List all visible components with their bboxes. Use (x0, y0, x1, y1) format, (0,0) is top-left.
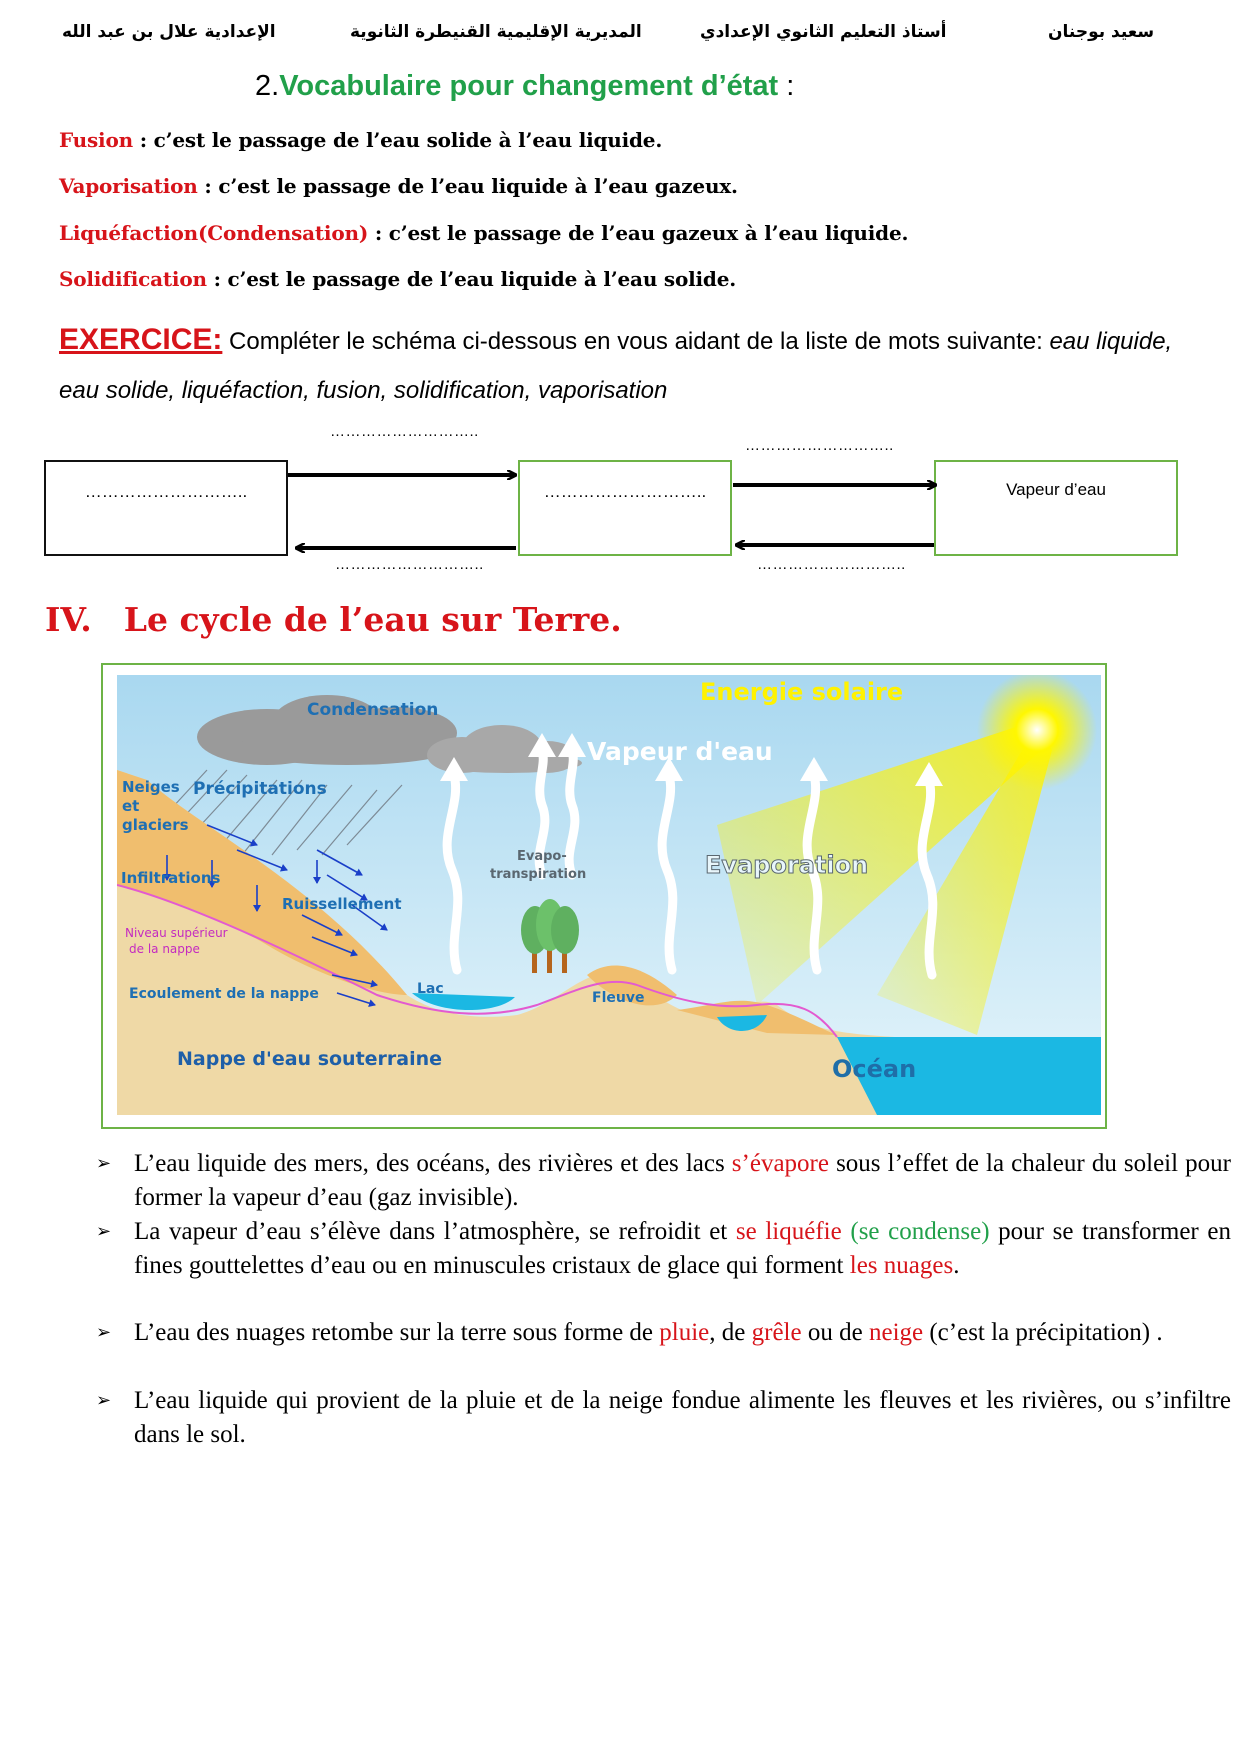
bullet-highlight-green: (se condense) (841, 1218, 990, 1245)
section-2-title (255, 70, 794, 103)
section-2-colon: : (778, 70, 795, 102)
label-infiltrations: Infiltrations (121, 869, 221, 887)
label-snow-1: Neiges (122, 778, 180, 796)
bullet-text: L’eau liquide qui provient de la pluie et de la neige fondue alimente les fleuves et les rivières, ou s’infiltre dans le sol. (134, 1387, 1231, 1448)
blank-bottom-right: ……………………….. (757, 556, 906, 573)
blank-top-right: ……………………….. (745, 437, 894, 454)
definition-text: : c’est le passage de l’eau liquide à l’eau gazeux. (197, 174, 738, 198)
label-condensation: Condensation (307, 700, 439, 720)
bullet-highlight: se liquéfie (735, 1218, 842, 1245)
section-2-number: 2. (255, 70, 280, 102)
schema-box-liquid-text: ……………………….. (543, 482, 707, 501)
sun (977, 675, 1097, 790)
bullet-highlight: les nuages (849, 1251, 954, 1279)
exercise-paragraph (59, 315, 1189, 415)
bullet-condensation (96, 1215, 1231, 1282)
water-cycle-figure (117, 675, 1101, 1115)
header-teacher-title: أستاذ التعليم الثانوي الإعدادي (700, 22, 947, 42)
bullet-text: La vapeur d’eau s’élève dans l’atmosphère, se refroidit et (134, 1218, 736, 1245)
label-ocean: Océan (832, 1055, 917, 1083)
exercise-word-list: eau liquide, eau solide, liquéfaction, fusion, solidification, vaporisation (59, 328, 1173, 404)
label-lake: Lac (417, 981, 444, 997)
bullet-text: ou de (801, 1319, 869, 1346)
label-evaporation: Evaporation (705, 851, 869, 879)
bullet-text: L’eau des nuages retombe sur la terre sous forme de (134, 1319, 660, 1346)
blank-bottom-left: ……………………….. (335, 556, 484, 573)
bullet-arrow-icon: ➢ (96, 1221, 112, 1242)
section-4-title (45, 600, 622, 639)
label-runoff: Ruissellement (282, 895, 402, 913)
label-precipitations: Précipitations (193, 779, 327, 799)
header-teacher-name: سعيد بوجنان (1048, 22, 1155, 42)
label-aquifer: Nappe d'eau souterraine (177, 1048, 443, 1070)
definition-text: : c’est le passage de l’eau solide à l’eau liquide. (132, 128, 663, 152)
bullet-arrow-icon: ➢ (96, 1390, 112, 1411)
label-vapor: Vapeur d'eau (587, 737, 773, 766)
definition-term: Fusion (59, 128, 133, 152)
bullet-highlight: grêle (751, 1319, 802, 1346)
definition-text: : c’est le passage de l’eau liquide à l’eau solide. (206, 267, 736, 291)
bullet-text: pour se transformer en fines gouttelettes d’eau ou en minuscules cristaux de glace qui forment (134, 1218, 1231, 1279)
definition-term: Liquéfaction(Condensation) (59, 221, 369, 245)
bullet-text: , de (709, 1319, 752, 1346)
label-evapo-2: transpiration (490, 867, 587, 882)
exercise-label: EXERCICE: (59, 323, 223, 356)
bullet-text: . (953, 1251, 960, 1279)
schema-arrows (0, 460, 1240, 560)
bullet-highlight: neige (868, 1319, 924, 1346)
bullet-text: sous l’effet de la chaleur du soleil pour former la vapeur d’eau (gaz invisible). (134, 1150, 1231, 1211)
label-river: Fleuve (592, 990, 645, 1006)
header-directorate: المديرية الإقليمية القنيطرة الثانوية (350, 22, 642, 42)
bullet-arrow-icon: ➢ (96, 1322, 112, 1343)
exercise-instruction: Compléter le schéma ci-dessous en vous aidant de la liste de mots suivante: (222, 328, 1050, 355)
section-4-number: IV. (45, 600, 92, 639)
label-evapo-1: Evapo- (517, 849, 567, 864)
definition-liquefaction (59, 221, 908, 245)
bullet-arrow-icon: ➢ (96, 1153, 112, 1174)
definition-vaporisation (59, 174, 738, 198)
label-snow-2: et (122, 797, 140, 815)
blank-top-left: ……………………….. (330, 423, 479, 440)
schema-box-solid-text: ……………………….. (84, 482, 248, 501)
definition-term: Solidification (59, 267, 207, 291)
definition-fusion (59, 128, 662, 152)
schema-box-vapor-text: Vapeur d’eau (1006, 480, 1106, 499)
label-energy: Energie solaire (700, 678, 904, 706)
label-snow-3: glaciers (122, 816, 189, 834)
bullet-runoff (96, 1384, 1231, 1451)
bullet-highlight: pluie (659, 1319, 710, 1346)
header-school: الإعدادية علال بن عبد الله (62, 22, 276, 42)
label-water-table-2: de la nappe (129, 942, 200, 956)
bullet-text: (c’est la précipitation) . (923, 1319, 1163, 1346)
definition-term: Vaporisation (59, 174, 198, 198)
label-groundwater-flow: Ecoulement de la nappe (129, 986, 319, 1002)
bullet-evaporation (96, 1147, 1231, 1214)
label-water-table-1: Niveau supérieur (125, 926, 228, 940)
section-2-heading: Vocabulaire pour changement d’état (279, 70, 779, 102)
definition-solidification (59, 267, 736, 291)
definition-text: : c’est le passage de l’eau gazeux à l’eau liquide. (368, 221, 909, 245)
section-4-heading: Le cycle de l’eau sur Terre. (123, 600, 622, 639)
bullet-highlight: s’évapore (731, 1150, 829, 1177)
bullet-text: L’eau liquide des mers, des océans, des rivières et des lacs (134, 1150, 732, 1177)
bullet-precipitation (96, 1316, 1231, 1350)
